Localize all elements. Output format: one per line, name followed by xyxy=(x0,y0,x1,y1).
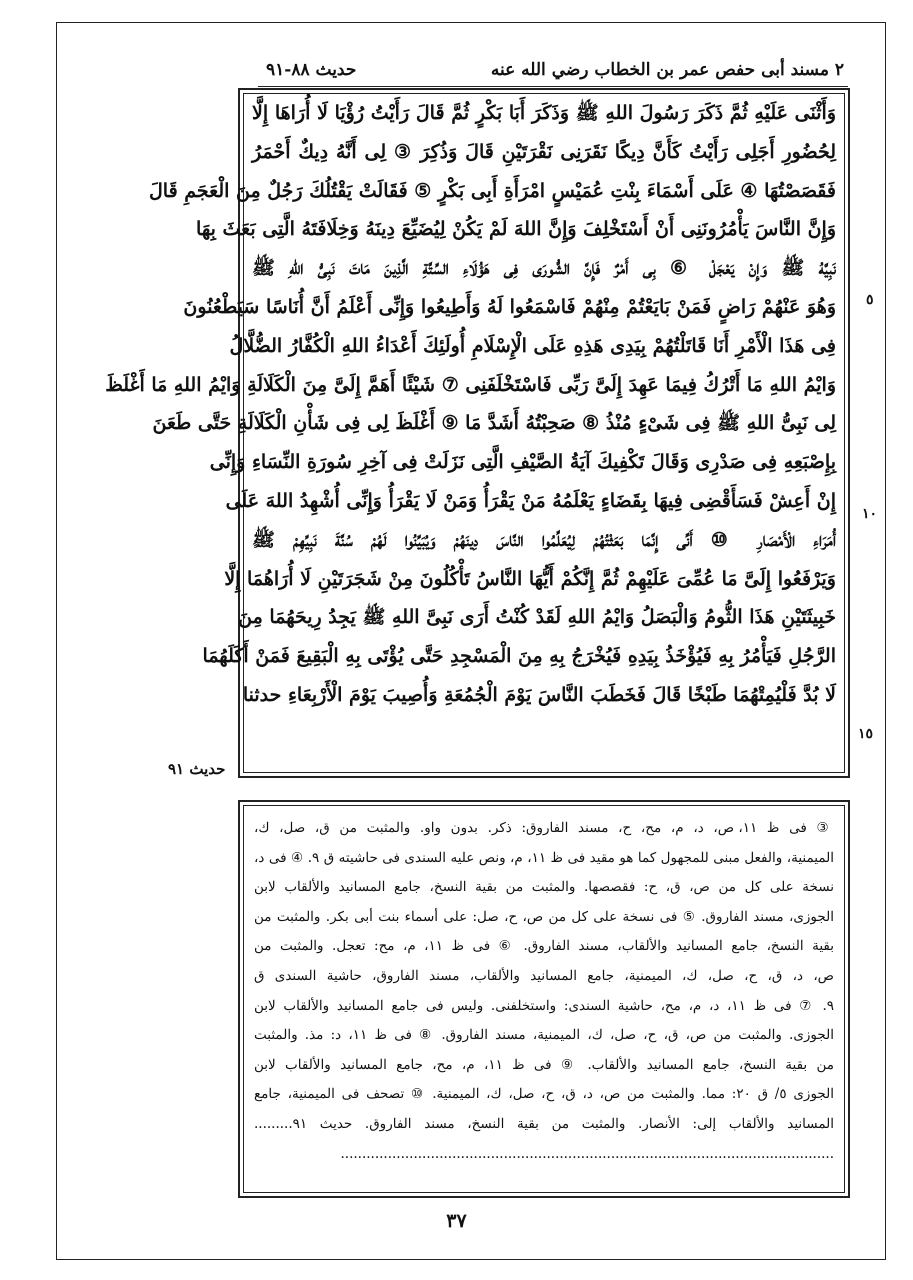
footnote-line: الجوزى. والمثبت من ص، ق، ح، صل، ك، الميمنية، مسند الفاروق. ⑧ فى ظ ١١، د: مذ. والمثبت xyxy=(254,1027,834,1044)
footnote-line: نسخة على كل من ص، ق، ح: فقصصها. والمثبت من بقية النسخ، جامع المسانيد والألقاب لابن xyxy=(254,879,834,896)
footnote-line: بقية النسخ، جامع المسانيد والألقاب، مسند الفاروق. ⑥ فى ظ ١١، م، مح: تعجل. والمثبت من xyxy=(254,938,834,955)
main-text-line: وَيَرْفَعُوا إِلَىَّ مَا عُمِّىَ عَلَيْهِمْ ثُمَّ إِنَّكُمْ أَيُّهَا النَّاسُ تَأْكُلُونَ مِنْ شَجَرَتَيْنِ لَا أُرَاهُمَا إِلَّا xyxy=(224,567,836,590)
main-text xyxy=(105,94,844,715)
main-text-line: خَبِيثَتَيْنِ هَذَا الثُّومُ وَالْبَصَلُ وَايْمُ اللهِ لَقَدْ كُنْتُ أَرَى نَبِىَّ اللهِ ﷺ يَجِدُ رِيحَهُمَا مِنَ xyxy=(238,606,836,629)
book-title: ٢ مسند أبى حفص عمر بن الخطاب رضي الله عنه xyxy=(490,60,844,80)
footnote-line: ③ فى ظ ١١، ص، د، م، مح، ح، مسند الفاروق: ذكر. بدون واو. والمثبت من ق، صل، ك، xyxy=(254,820,834,836)
margin-line-number-5: ٥ xyxy=(866,292,874,308)
footnotes-box xyxy=(238,800,850,1198)
footnotes-inner-frame xyxy=(243,805,845,1193)
main-text-line: لَا بُدَّ فَلْيُمِتْهُمَا طَبْخًا قَالَ فَخَطَبَ النَّاسَ يَوْمَ الْجُمُعَةِ وَأُصِيبَ يَوْمَ الْأَرْبِعَاءِ حدثنا xyxy=(242,683,836,706)
main-text-line: وَأَثْنَى عَلَيْهِ ثُمَّ ذَكَرَ رَسُولَ اللهِ ﷺ وَذَكَرَ أَبَا بَكْرٍ ثُمَّ قَالَ رَأَيْتُ رُؤْيَا لَا أُرَاهَا إِلَّا xyxy=(252,102,836,124)
margin-line-number-15: ١٥ xyxy=(858,726,874,742)
footnote-line: ٩. ⑦ فى ظ ١١، د، م، مح، حاشية السندى: واستخلفنى. وليس فى جامع المسانيد والألقاب لابن xyxy=(254,997,835,1014)
footnote-line: من بقية النسخ، جامع المسانيد والألقاب. ⑨ فى ظ ١١، م، مح، جامع المسانيد والألقاب لابن xyxy=(254,1056,834,1073)
main-text-line: وَإِنَّ النَّاسَ يَأْمُرُونَنِى أَنْ أَسْتَخْلِفَ وَإِنَّ اللهَ لَمْ يَكُنْ لِيُضَيِّعَ دِينَهُ وَخِلَافَتَهُ الَّتِى بَعَثَ بِهَا xyxy=(196,218,836,241)
footnote-dotted-line: ................................................................................................................... xyxy=(340,1145,834,1162)
page-header xyxy=(258,58,848,87)
main-text-line: إِنْ أَعِشْ فَسَأَقْضِى فِيهَا بِقَضَاءٍ يَعْلَمُهُ مَنْ يَقْرَأُ وَمَنْ لَا يَقْرَأُ وَإِنِّى أُشْهِدُ اللهَ عَلَى xyxy=(225,489,836,512)
main-text-line: بِإِصْبَعِهِ فِى صَدْرِى وَقَالَ تَكْفِيكَ آيَةُ الصَّيْفِ الَّتِى نَزَلَتْ فِى آخِرِ سُورَةِ النِّسَاءِ وَإِنِّى xyxy=(209,451,836,474)
footnote-line: المسانيد والألقاب إلى: الأنصار. والمثبت من بقية النسخ، مسند الفاروق. حديث ٩١......... xyxy=(254,1115,834,1132)
main-text-line: لِحُضُورِ أَجَلِى رَأَيْتُ كَأَنَّ دِيكًا نَقَرَنِى نَقْرَتَيْنِ قَالَ وَذُكِرَ ③ لِى أَنَّهُ دِيكٌ أَحْمَرُ xyxy=(252,140,836,163)
footnote-line: الجوزى ٥/ ق ٢٠: مما. والمثبت من ص، د، ق، ح، صل، ك، الميمنية. ⑩ تصحف فى الميمنية، جامع xyxy=(254,1086,834,1103)
main-text-line: نَبِيَّهُ ﷺ وَإِنْ يَعْجَلْ ⑥ بِى أَمْرٌ فَإِنَّ الشُّورَى فِى هَؤُلَاءِ السِّتَّةِ الَّذِينَ مَاتَ نَبِىُّ اللهِ ﷺ xyxy=(252,257,836,280)
main-text-line: الرَّجُلِ فَيَأْمُرُ بِهِ فَيُؤْخَذُ بِيَدِهِ فَيُخْرَجُ بِهِ مِنَ الْمَسْجِدِ حَتَّى يُؤْتَى بِهِ الْبَقِيعَ فَمَنْ أَكَلَهُمَا xyxy=(202,645,836,668)
footnote-line: الجوزى، مسند الفاروق. ⑤ فى نسخة على كل من ص، ح، صل: على أسماء بنت أبى بكر. والمثبت من xyxy=(254,908,834,925)
main-text-line: وَايْمُ اللهِ مَا أَتْرُكُ فِيمَا عَهِدَ إِلَىَّ رَبِّى فَاسْتَخْلَفَنِى ⑦ شَيْئًا أَهَمَّ إِلَىَّ مِنَ الْكَلَالَةِ وَايْمُ اللهِ مَا أَغْلَظَ xyxy=(105,373,836,396)
main-text-line: لِى نَبِىُّ اللهِ ﷺ فِى شَىْءٍ مُنْذُ ⑧ صَحِبْتُهُ أَشَدَّ مَا ⑨ أَغْلَظَ لِى فِى شَأْنِ الْكَلَالَةِ حَتَّى طَعَنَ xyxy=(152,412,836,435)
page-number: ٣٧ xyxy=(446,1210,467,1232)
hadith-91-margin-label: حديث ٩١ xyxy=(168,760,226,778)
main-text-line: فَقَصَصْتُهَا ④ عَلَى أَسْمَاءَ بِنْتِ عُمَيْسٍ امْرَأَةِ أَبِى بَكْرٍ ⑤ فَقَالَتْ يَقْتُلُكَ رَجُلٌ مِنَ الْعَجَمِ قَالَ xyxy=(148,179,836,202)
main-text-line: أُمَرَاءِ الْأَمْصَارِ ⑩ أَنِّى إِنَّمَا بَعَثْتُهُمْ لِيُعَلِّمُوا النَّاسَ دِينَهُمْ وَيُبَيِّنُوا لَهُمْ سُنَّةَ نَبِيِّهِمْ ﷺ xyxy=(252,528,836,551)
main-text-line: وَهُوَ عَنْهُمْ رَاضٍ فَمَنْ بَايَعْتُمْ مِنْهُمْ فَاسْمَعُوا لَهُ وَأَطِيعُوا وَإِنِّى أَعْلَمُ أَنَّ أُنَاسًا سَيَطْعُنُونَ xyxy=(183,295,836,318)
footnote-line: ص، د، ق، ح، صل، ك، الميمنية، جامع المسانيد والألقاب، مسند الفاروق، حاشية السندى ق xyxy=(254,967,834,984)
main-text-line: فِى هَذَا الْأَمْرِ أَنَا قَاتَلْتُهُمْ بِيَدِى هَذِهِ عَلَى الْإِسْلَامِ أُولَئِكَ أَعْدَاءُ اللهِ الْكُفَّارُ الضُّلَّالُ xyxy=(229,334,836,357)
margin-line-number-10: ١٠ xyxy=(862,506,878,522)
footnote-line: الميمنية، والفعل مبنى للمجهول كما هو مقيد فى ظ ١١، م، ونص عليه السندى فى حاشيته ق ٩. ④ فى د، xyxy=(254,849,835,866)
hadith-range: حديث ٨٨-٩١ xyxy=(266,60,357,80)
